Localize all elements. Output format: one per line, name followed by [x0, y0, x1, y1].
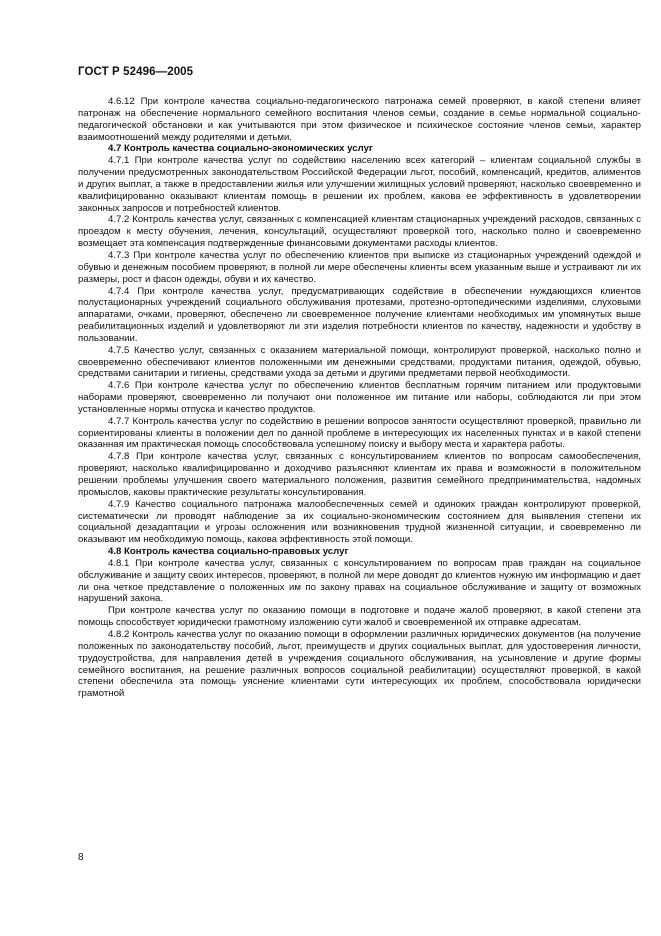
paragraph-4-7-2: 4.7.2 Контроль качества услуг, связанных с компенсацией клиентам стационарных учреждений расходов, связанных с проездом к месту обучения, лечения, консультаций, осуществляют проверкой того, насколько полно и своевременно возмещает эта компенсация подтвержденные финансовыми документами расходы клиентов.	[78, 214, 641, 250]
paragraph-4-7-6: 4.7.6 При контроле качества услуг по обеспечению клиентов бесплатным горячим питанием или продуктовыми наборами проверяют, своевременно ли получают они положенное им питание или наборы, соблюдаются ли при этом установленные нормы отпуска и качество продуктов.	[78, 380, 641, 415]
section-heading-4-8: 4.8 Контроль качества социально-правовых услуг	[108, 546, 349, 558]
document-header: ГОСТ Р 52496—2005	[78, 66, 194, 78]
paragraph-4-7-3: 4.7.3 При контроле качества услуг по обеспечению клиентов при выписке из стационарных учреждений одеждой и обувью и денежным пособием проверяют, в полной ли мере обеспечены клиенты всем указанным выше и устраивают ли их размеры, рост и фасон одежды, обуви и их качество.	[78, 249, 641, 285]
paragraph-4-7-8: 4.7.8 При контроле качества услуг, связанных с консультированием клиентов по вопросам самообеспечения, проверяют, насколько квалифицированно и доходчиво разъясняют клиентам их права и возможности в положительном решении проблемы улучшения своего материального положения, развития семейного предпринимательства, надомных промыслов, каковы практические результаты консультирования.	[78, 451, 641, 498]
page-number: 8	[78, 852, 84, 863]
paragraph-4-7-4: 4.7.4 При контроле качества услуг, предусматривающих содействие в обеспечении нуждающихся клиентов полустационарных учреждений социального обслуживания протезами, протезно-ортопедическими изделиями, слуховыми аппаратами, очками, проверяют, обеспечено ли своевременное получение клиентами необходимых им упомянутых выше реабилитационных изделий и удовлетворяют ли эти изделия потребности клиентов по качеству, надежности и удобству в пользовании.	[78, 285, 641, 344]
paragraph-4-6-12: 4.6.12 При контроле качества социально-педагогического патронажа семей проверяют, в какой степени влияет патронаж на обеспечение нормального семейного воспитания членов семьи, создание в семье нормальной социально-педагогической обстановки и как учитываются при этом физическое и психическое состояние членов семьи, характер взаимоотношений между родителями и детьми.	[78, 96, 641, 143]
document-page	[78, 0, 641, 936]
paragraph-4-7-9: 4.7.9 Качество социального патронажа малообеспеченных семей и одиноких граждан контролируют проверкой, систематически ли проводят наблюдение за их социально-экономическим состоянием для выявления степени их социальной дезадаптации и угрозы осложнения или возникновения трудной жизненной ситуации, и своевременно ли оказывают им необходимую помощь, какова эффективность этой помощи.	[78, 498, 641, 546]
paragraph-4-7-1: 4.7.1 При контроле качества услуг по содействию населению всех категорий – клиентам социальной службы в получении предусмотренных законодательством Российской Федерации льгот, пособий, компенсаций, кредитов, алиментов и других выплат, а также в предоставлении жилья или улучшении жилищных условий проверяют, насколько своевременно и квалифицированно оказывают клиентам помощь в решении их проблем, какова ее эффективность в удовлетворении законных запросов и потребностей клиентов.	[78, 155, 641, 214]
paragraph-4-8-1-complaints: При контроле качества услуг по оказанию помощи в подготовке и подаче жалоб проверяют, в какой степени эта помощь способствует юридически грамотному изложению сути жалоб и своевременной их отправке адресатам.	[78, 605, 641, 629]
paragraph-4-7-7: 4.7.7 Контроль качества услуг по содействию в решении вопросов занятости осуществляют проверкой, правильно ли сориентированы клиенты в положении дел по данной проблеме в интересующих их населенных пунктах и в какой степени оказанная им практическая помощь способствовала успешному поиску и выбору места и характера работы.	[78, 415, 641, 451]
paragraph-4-8-2: 4.8.2 Контроль качества услуг по оказанию помощи в оформлении различных юридических документов (на получение положенных по законодательству пособий, льгот, преимуществ и других социальных выплат, для удостоверения личности, трудоустройства, для направления детей в учреждения социального обслуживания, на усыновление и другие формы семейного воспитания, на решение различных вопросов социальной реабилитации) осуществляют проверкой, в какой степени обеспечила эта помощь уяснение клиентами сути интересующих их проблем, способствовала юридически грамотной	[78, 628, 641, 700]
section-heading-4-7: 4.7 Контроль качества социально-экономических услуг	[108, 143, 373, 155]
document-body	[78, 96, 641, 700]
paragraph-4-7-5: 4.7.5 Качество услуг, связанных с оказанием материальной помощи, контролируют проверкой, насколько полно и своевременно обеспечивают клиентов положенными им денежными средствами, продуктами питания, одеждой, обувью, средствами санитарии и гигиены, средствами ухода за детьми и другими предметами первой необходимости.	[78, 344, 641, 380]
paragraph-4-8-1: 4.8.1 При контроле качества услуг, связанных с консультированием по вопросам прав граждан на социальное обслуживание и защиту своих интересов, проверяют, в полной ли мере доводят до клиентов нужную им информацию и дает ли она четкое представление о положенных им по закону правах на социальное обслуживание и защиту от возможных нарушений закона.	[78, 557, 641, 605]
